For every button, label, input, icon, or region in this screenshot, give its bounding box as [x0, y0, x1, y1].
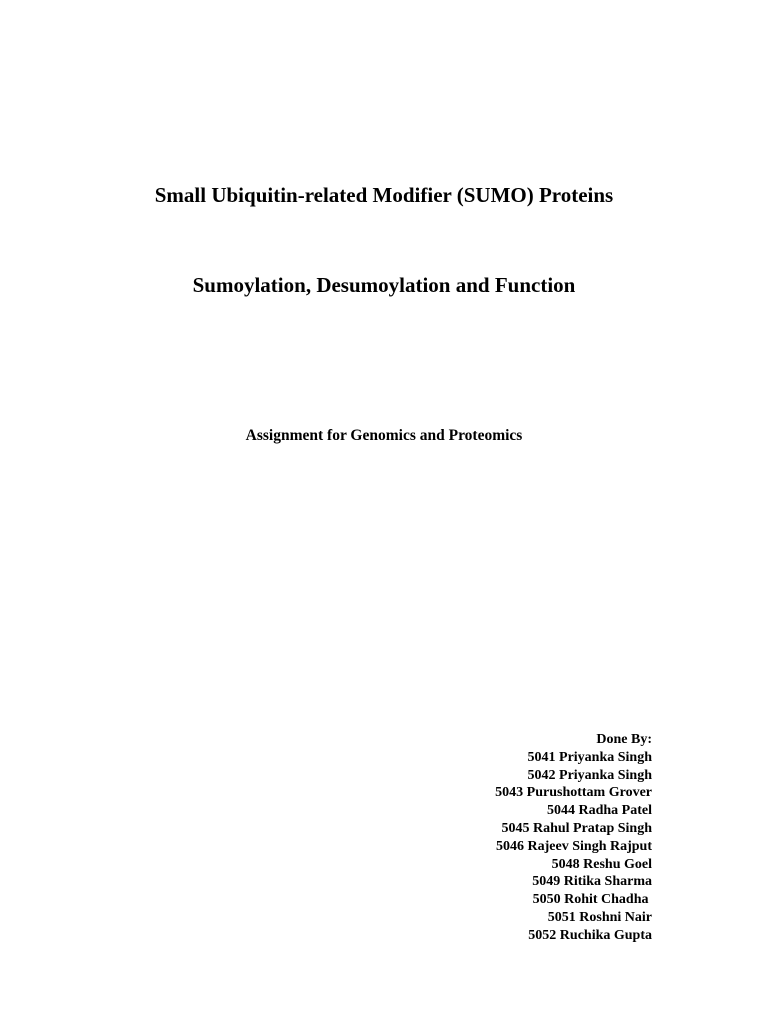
authors-block — [495, 731, 652, 945]
author-entry: 5045 Rahul Pratap Singh — [501, 820, 652, 836]
author-entry: 5048 Reshu Goel — [551, 856, 652, 872]
assignment-description: Assignment for Genomics and Proteomics — [245, 427, 523, 444]
document-subtitle: Sumoylation, Desumoylation and Function — [192, 273, 576, 297]
author-entry: 5043 Purushottam Grover — [495, 785, 652, 801]
author-entry: 5044 Radha Patel — [547, 803, 652, 819]
document-title: Small Ubiquitin-related Modifier (SUMO) Proteins — [154, 183, 614, 207]
author-entry: 5050 Rohit Chadha — [532, 892, 652, 908]
authors-heading: Done By: — [596, 732, 652, 747]
author-entry: 5049 Ritika Sharma — [532, 874, 652, 890]
author-entry: 5042 Priyanka Singh — [527, 767, 652, 783]
author-entry: 5051 Roshni Nair — [547, 909, 652, 925]
author-entry: 5046 Rajeev Singh Rajput — [496, 838, 652, 854]
author-entry: 5041 Priyanka Singh — [527, 749, 652, 765]
author-entry: 5052 Ruchika Gupta — [528, 927, 652, 943]
